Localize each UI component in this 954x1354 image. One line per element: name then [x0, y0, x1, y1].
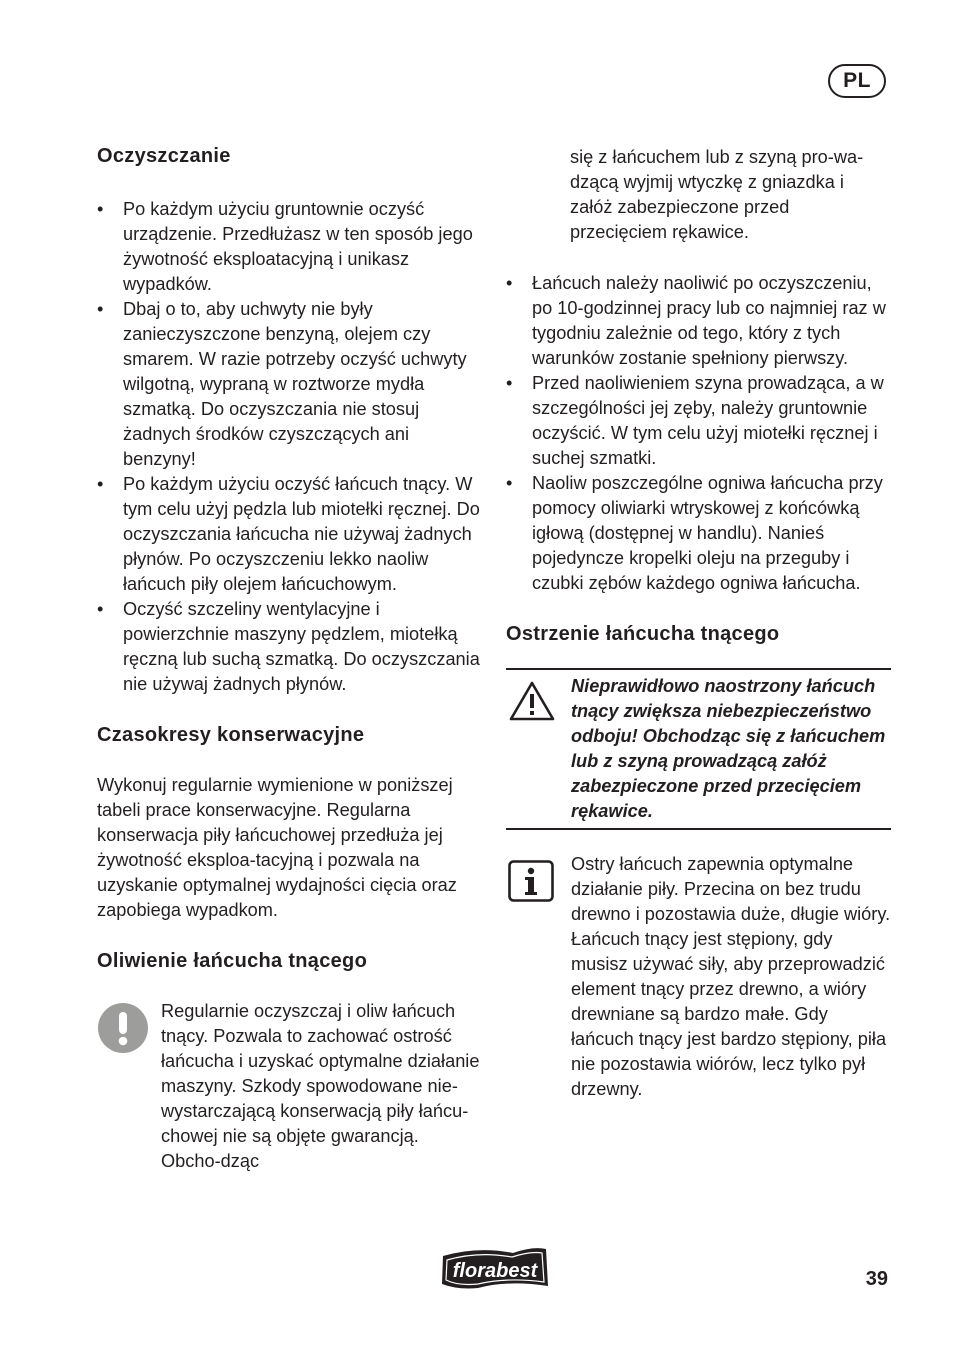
right-column — [506, 140, 891, 1102]
list-item: • Przed naoliwieniem szyna prowadząca, a w szczególności jej zęby, należy gruntownie oczyścić. W tym celu użyj miotełki ręcznej i suchej szmatki. — [506, 373, 884, 468]
warning-text: Nieprawidłowo naostrzony łańcuch tnący zwiększa niebezpieczeństwo odboju! Obchodząc się z łańcuchem lub z szyną prowadzącą załóż zabezpieczone przed przecięciem rękawice. — [571, 676, 886, 821]
florabest-logo — [438, 1244, 552, 1297]
section-title-sharpening: Ostrzenie łańcucha tnącego — [506, 623, 780, 645]
info-notice — [506, 852, 891, 1102]
page-number: 39 — [865, 1268, 888, 1290]
list-item: • Oczyść szczeliny wentylacyjne i powierzchnie maszyny pędzlem, miotełką ręczną lub suchą szmatką. Do oczyszczania nie używaj żadnych płynów. — [97, 599, 480, 694]
logo-text: florabest — [452, 1260, 538, 1282]
section-title-cleaning: Oczyszczanie — [97, 145, 231, 167]
list-item: • Po każdym użyciu oczyść łańcuch tnący. W tym celu użyj pędzla lub miotełki ręcznej. Do oczyszczania łańcucha nie używaj żadnych płynów. Po oczyszczeniu lekko naoliw łańcuch piły olejem łańcuchowym. — [97, 474, 480, 594]
section-title-maintenance: Czasokresy konserwacyjne — [97, 724, 365, 746]
language-badge: PL — [828, 64, 886, 98]
list-item: • Po każdym użyciu gruntownie oczyść urządzenie. Przedłużasz w ten sposób jego żywotność eksploatacyjną i unikasz wypadków. — [97, 199, 473, 294]
info-icon — [508, 860, 554, 902]
oiling-notice — [97, 999, 482, 1174]
left-column — [97, 140, 482, 1174]
exclamation-icon — [98, 1003, 148, 1053]
list-item: • Naoliw poszczególne ogniwa łańcucha przy pomocy oliwiarki wtryskowej z końcówką igłową (dostępnej w handlu). Nanieś pojedyncze kropelki oleju na przeguby i czubki zębów każdego ogniwa łańcucha. — [506, 473, 883, 593]
section-title-oiling: Oliwienie łańcucha tnącego — [97, 950, 368, 972]
list-item: • Łańcuch należy naoliwić po oczyszczeniu, po 10-godzinnej pracy lub co najmniej raz w tygodniu zależnie od tego, który z tych warunków zostanie spełniony pierwszy. — [506, 273, 886, 368]
warning-box — [506, 668, 891, 830]
cleaning-list — [97, 197, 482, 697]
oiling-notice-text: Regularnie oczyszczaj i oliw łańcuch tnący. Pozwala to zachować ostrość łańcucha i uzyskać optymalne działanie maszyny. Szkody spowodowane nie-wystarczającą konserwacją piły łańcu-chowej nie są objęte gwarancją. Obcho-dząc — [161, 1001, 480, 1171]
info-text: Ostry łańcuch zapewnia optymalne działanie piły. Przecina on bez trudu drewno i pozostawia duże, długie wióry. Łańcuch tnący jest stępiony, gdy musisz używać siły, aby przeprowadzić element tnący przez drewno, a wióry drewniane są bardzo małe. Gdy łańcuch tnący jest bardzo stępiony, piła nie pozostawia wiórów, lecz tylko pył drzewny. — [571, 854, 891, 1099]
warning-icon — [508, 680, 556, 722]
oiling-list — [506, 271, 891, 596]
maintenance-text: Wykonuj regularnie wymienione w poniższej tabeli prace konserwacyjne. Regularna konserwacja piły łańcuchowej przedłuża jej żywotność eksploa-tacyjną i pozwala na uzyskanie optymalnej wydajności cięcia oraz zapobiega wypadkom. — [97, 775, 457, 920]
list-item: • Dbaj o to, aby uchwyty nie były zanieczyszczone benzyną, olejem czy smarem. W razie potrzeby oczyść uchwyty wilgotną, wypraną w roztworze mydła szmatką. Do oczyszczania nie stosuj żadnych środków czyszczących ani benzyny! — [97, 299, 467, 469]
continuation-text: się z łańcuchem lub z szyną pro-wa-dzącą wyjmij wtyczkę z gniazdka i załóż zabezpieczone przed przecięciem rękawice. — [570, 147, 864, 242]
